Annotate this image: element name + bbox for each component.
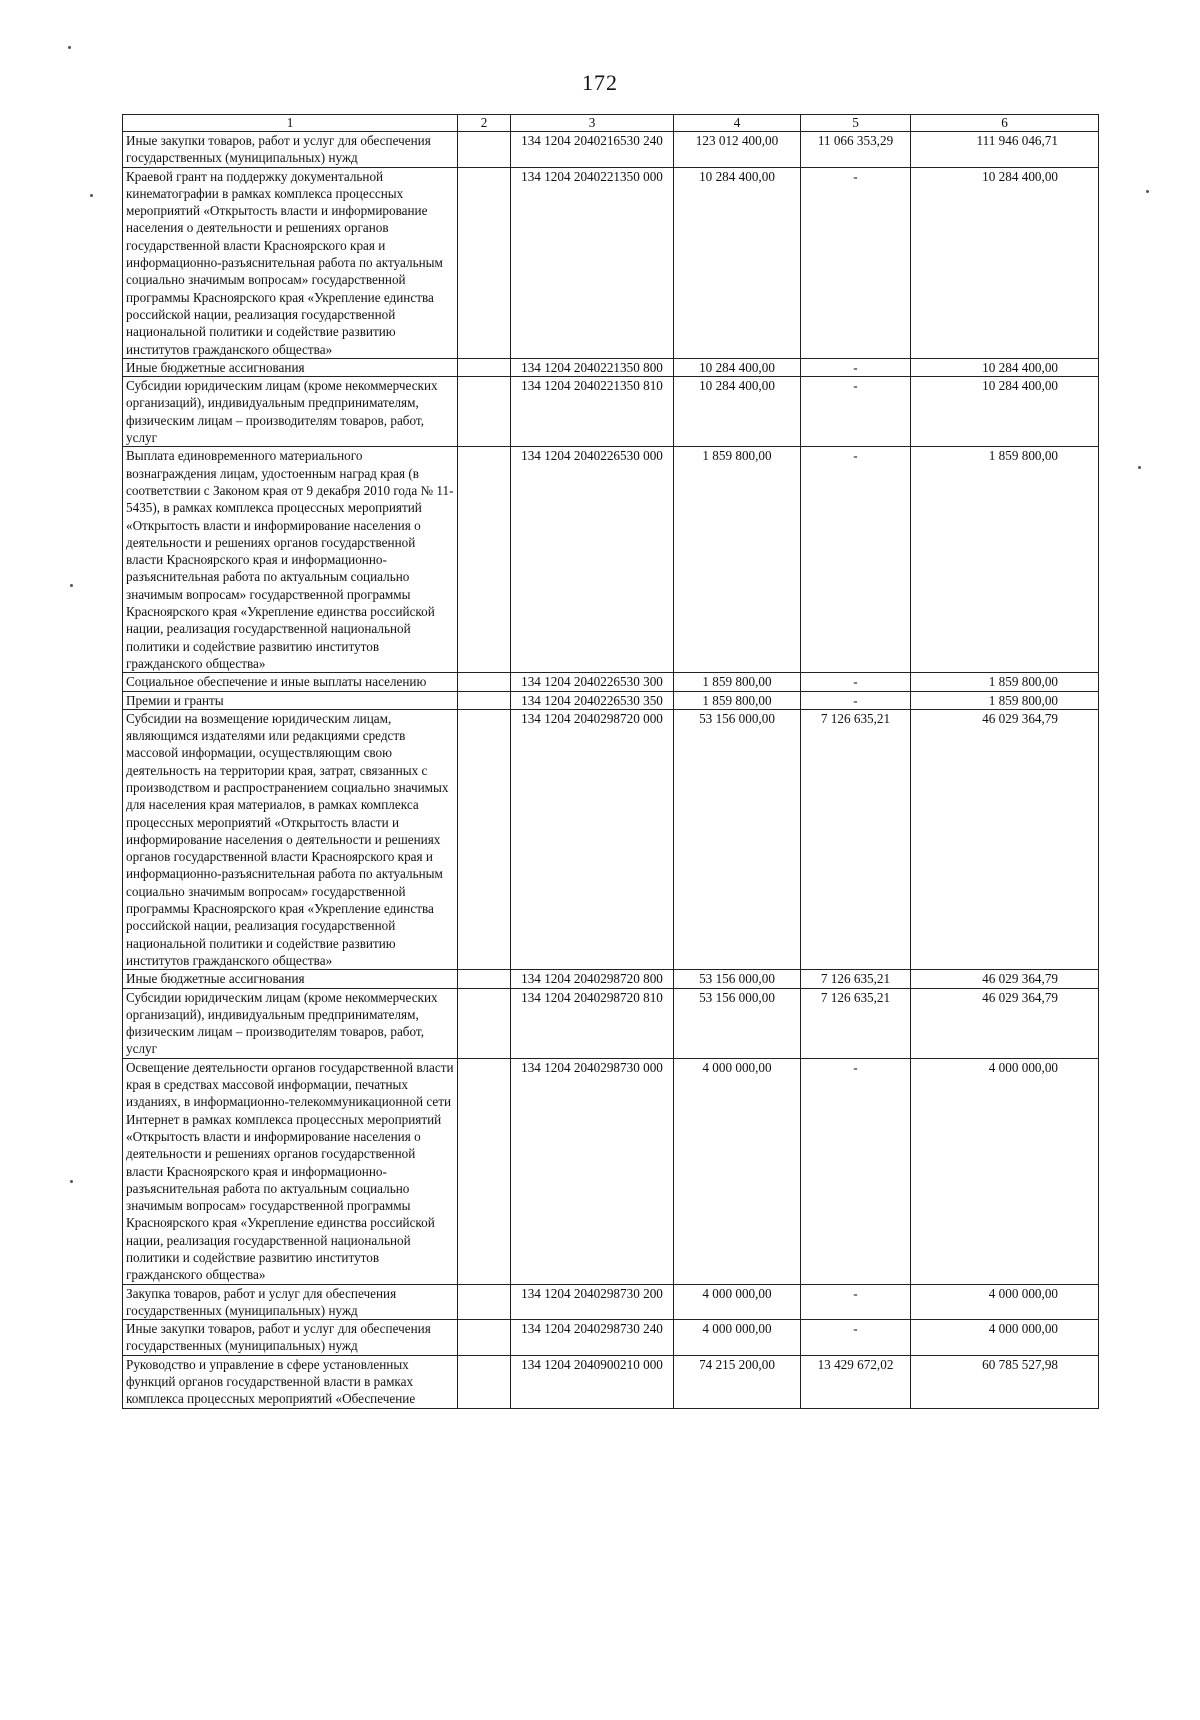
row-code-cell: 134 1204 2040298720 000 [511,709,674,969]
scan-speck [1138,466,1141,469]
row-col5-cell: - [801,167,911,358]
row-col5-cell: - [801,1058,911,1284]
table-row [123,691,1099,709]
row-code-cell: 134 1204 2040221350 800 [511,358,674,376]
row-col4-cell: 4 000 000,00 [674,1058,801,1284]
table-header-row [123,115,1099,132]
row-col4-cell: 10 284 400,00 [674,167,801,358]
row-col6-cell: 46 029 364,79 [911,988,1099,1058]
row-name-cell: Краевой грант на поддержку документальной кинематографии в рамках комплекса процессных мероприятий «Открытость власти и информирование населения о деятельности и решениях органов государственной власти Красноярского края и информационно-разъяснительная работа по актуальным социально значимым вопросам» государственной программы Красноярского края «Укрепление единства российской нации, реализация государственной национальной политики и содействие развитию институтов гражданского общества» [123,167,458,358]
row-name-cell: Субсидии юридическим лицам (кроме некоммерческих организаций), индивидуальным предпринимателям, физическим лицам – производителям товаров, работ, услуг [123,377,458,447]
row-col6-cell: 1 859 800,00 [911,447,1099,673]
scan-speck [70,1180,73,1183]
table-row [123,1284,1099,1320]
table-row [123,970,1099,988]
row-col2-cell [458,691,511,709]
row-name-cell: Закупка товаров, работ и услуг для обеспечения государственных (муниципальных) нужд [123,1284,458,1320]
table-row [123,358,1099,376]
table-row [123,673,1099,691]
row-col6-cell: 4 000 000,00 [911,1284,1099,1320]
table-row [123,1320,1099,1356]
row-code-cell: 134 1204 2040226530 350 [511,691,674,709]
row-code-cell: 134 1204 2040226530 300 [511,673,674,691]
scan-speck [68,46,71,49]
row-col2-cell [458,447,511,673]
row-col5-cell: - [801,673,911,691]
row-col4-cell: 53 156 000,00 [674,970,801,988]
row-col2-cell [458,132,511,168]
row-col6-cell: 10 284 400,00 [911,358,1099,376]
row-code-cell: 134 1204 2040226530 000 [511,447,674,673]
row-col5-cell: 7 126 635,21 [801,709,911,969]
budget-table [122,114,1099,1409]
table-row [123,132,1099,168]
table-row [123,1058,1099,1284]
row-col5-cell: 13 429 672,02 [801,1355,911,1408]
row-col4-cell: 53 156 000,00 [674,709,801,969]
scan-speck [70,584,73,587]
row-col2-cell [458,1058,511,1284]
row-col5-cell: 7 126 635,21 [801,970,911,988]
row-col2-cell [458,167,511,358]
row-col4-cell: 10 284 400,00 [674,377,801,447]
row-code-cell: 134 1204 2040298730 200 [511,1284,674,1320]
row-col6-cell: 1 859 800,00 [911,691,1099,709]
row-col5-cell: 7 126 635,21 [801,988,911,1058]
row-col2-cell [458,970,511,988]
row-col5-cell: - [801,1320,911,1356]
row-col2-cell [458,1355,511,1408]
row-col4-cell: 1 859 800,00 [674,673,801,691]
table-row [123,167,1099,358]
table-row [123,988,1099,1058]
row-name-cell: Руководство и управление в сфере установленных функций органов государственной власти в рамках комплекса процессных мероприятий «Обеспечение [123,1355,458,1408]
row-col6-cell: 1 859 800,00 [911,673,1099,691]
row-col4-cell: 53 156 000,00 [674,988,801,1058]
row-col5-cell: - [801,358,911,376]
row-code-cell: 134 1204 2040298720 800 [511,970,674,988]
row-col4-cell: 4 000 000,00 [674,1284,801,1320]
row-col4-cell: 10 284 400,00 [674,358,801,376]
row-col5-cell: - [801,691,911,709]
row-name-cell: Освещение деятельности органов государственной власти края в средствах массовой информации, печатных изданиях, в информационно-телекоммуникационной сети Интернет в рамках комплекса процессных мероприятий «Открытость власти и информирование населения о деятельности и решениях органов государственной власти Красноярского края и информационно-разъяснительная работа по актуальным социально значимым вопросам» государственной программы Красноярского края «Укрепление единства российской нации, реализация государственной национальной политики и содействие развитию институтов гражданского общества» [123,1058,458,1284]
column-header-5: 5 [801,115,911,132]
row-col6-cell: 60 785 527,98 [911,1355,1099,1408]
scan-speck [1146,190,1149,193]
row-name-cell: Иные бюджетные ассигнования [123,358,458,376]
row-code-cell: 134 1204 2040221350 000 [511,167,674,358]
row-code-cell: 134 1204 2040221350 810 [511,377,674,447]
table-row [123,447,1099,673]
row-col6-cell: 10 284 400,00 [911,377,1099,447]
row-col6-cell: 4 000 000,00 [911,1320,1099,1356]
row-col6-cell: 4 000 000,00 [911,1058,1099,1284]
row-col2-cell [458,988,511,1058]
row-col2-cell [458,377,511,447]
row-col2-cell [458,709,511,969]
table-row [123,377,1099,447]
row-name-cell: Иные закупки товаров, работ и услуг для обеспечения государственных (муниципальных) нужд [123,132,458,168]
column-header-1: 1 [123,115,458,132]
row-col6-cell: 46 029 364,79 [911,970,1099,988]
row-col4-cell: 4 000 000,00 [674,1320,801,1356]
row-name-cell: Премии и гранты [123,691,458,709]
row-col4-cell: 1 859 800,00 [674,447,801,673]
column-header-6: 6 [911,115,1099,132]
row-col4-cell: 123 012 400,00 [674,132,801,168]
row-col5-cell: 11 066 353,29 [801,132,911,168]
table-row [123,1355,1099,1408]
row-col2-cell [458,358,511,376]
table-row [123,709,1099,969]
row-col6-cell: 111 946 046,71 [911,132,1099,168]
row-col2-cell [458,1284,511,1320]
row-name-cell: Выплата единовременного материального вознаграждения лицам, удостоенным наград края (в соответствии с Законом края от 9 декабря 2010 года № 11-5435), в рамках комплекса процессных мероприятий «Открытость власти и информирование населения о деятельности и решениях органов государственной власти Красноярского края и информационно-разъяснительная работа по актуальным социально значимым вопросам» государственной программы Красноярского края «Укрепление единства российской нации, реализация государственной национальной политики и содействие развитию институтов гражданского общества» [123,447,458,673]
table-body [123,132,1099,1409]
row-name-cell: Субсидии на возмещение юридическим лицам, являющимся издателями или редакциями средств массовой информации, осуществляющим свою деятельность на территории края, затрат, связанных с производством и распространением социально значимых для населения края материалов, в рамках комплекса процессных мероприятий «Открытость власти и информирование населения о деятельности и решениях органов государственной власти Красноярского края и информационно-разъяснительная работа по актуальным социально значимым вопросам» государственной программы Красноярского края «Укрепление единства российской нации, реализация государственной национальной политики и содействие развитию институтов гражданского общества» [123,709,458,969]
column-header-4: 4 [674,115,801,132]
row-code-cell: 134 1204 2040298730 240 [511,1320,674,1356]
row-col5-cell: - [801,447,911,673]
column-header-2: 2 [458,115,511,132]
row-col2-cell [458,673,511,691]
column-header-3: 3 [511,115,674,132]
row-col6-cell: 10 284 400,00 [911,167,1099,358]
scan-speck [90,194,93,197]
row-code-cell: 134 1204 2040298720 810 [511,988,674,1058]
row-name-cell: Иные бюджетные ассигнования [123,970,458,988]
row-code-cell: 134 1204 2040900210 000 [511,1355,674,1408]
row-name-cell: Иные закупки товаров, работ и услуг для обеспечения государственных (муниципальных) нужд [123,1320,458,1356]
row-col6-cell: 46 029 364,79 [911,709,1099,969]
row-col5-cell: - [801,377,911,447]
row-code-cell: 134 1204 2040216530 240 [511,132,674,168]
row-col5-cell: - [801,1284,911,1320]
row-code-cell: 134 1204 2040298730 000 [511,1058,674,1284]
row-col4-cell: 74 215 200,00 [674,1355,801,1408]
page-number: 172 [582,70,618,95]
row-name-cell: Субсидии юридическим лицам (кроме некоммерческих организаций), индивидуальным предпринимателям, физическим лицам – производителям товаров, работ, услуг [123,988,458,1058]
row-col4-cell: 1 859 800,00 [674,691,801,709]
row-name-cell: Социальное обеспечение и иные выплаты населению [123,673,458,691]
row-col2-cell [458,1320,511,1356]
